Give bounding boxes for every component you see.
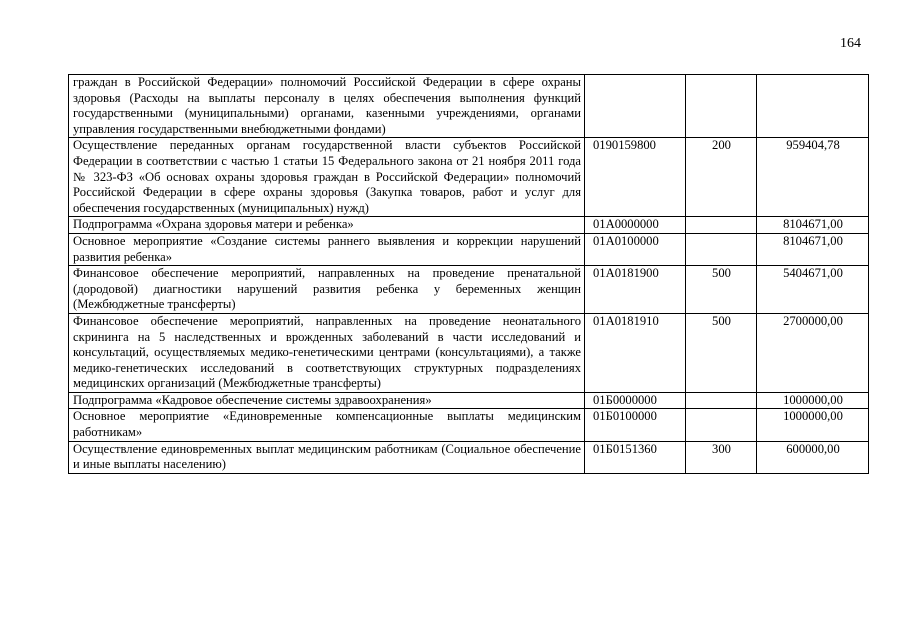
row-description: Финансовое обеспечение мероприятий, направленных на проведение неонатального скрининга на 5 наследственных и врожденных заболеваний в части исследований и консультаций, осуществляемых медико-генетическими центрами (консультациями), а также медико-генетических исследований в соответствующих структурных подразделениях медицинских организаций (Межбюджетные трансферты) [69, 313, 585, 392]
row-expense-type [686, 409, 757, 441]
row-expense-type: 500 [686, 313, 757, 392]
row-expense-type [686, 392, 757, 409]
row-description: Основное мероприятие «Создание системы раннего выявления и коррекции нарушений развития ребенка» [69, 233, 585, 265]
row-expense-type: 500 [686, 266, 757, 314]
row-expense-type [686, 75, 757, 138]
budget-table [68, 74, 869, 474]
table-row [69, 138, 869, 217]
table-row [69, 266, 869, 314]
row-expense-type [686, 233, 757, 265]
table-row [69, 233, 869, 265]
row-amount: 5404671,00 [757, 266, 869, 314]
row-amount: 600000,00 [757, 441, 869, 473]
row-expense-type: 300 [686, 441, 757, 473]
row-description: граждан в Российской Федерации» полномочий Российской Федерации в сфере охраны здоровья (Расходы на выплаты персоналу в целях обеспечения выполнения функций государственными (муниципальными) органами, казенными учреждениями, органами управления государственными внебюджетными фондами) [69, 75, 585, 138]
row-amount: 1000000,00 [757, 409, 869, 441]
row-amount: 2700000,00 [757, 313, 869, 392]
row-target-code: 01Б0151360 [585, 441, 686, 473]
row-amount: 1000000,00 [757, 392, 869, 409]
row-amount: 959404,78 [757, 138, 869, 217]
table-row [69, 75, 869, 138]
row-target-code [585, 75, 686, 138]
row-target-code: 01Б0000000 [585, 392, 686, 409]
table-row [69, 441, 869, 473]
row-target-code: 01А0000000 [585, 217, 686, 234]
row-target-code: 01Б0100000 [585, 409, 686, 441]
row-amount: 8104671,00 [757, 233, 869, 265]
row-target-code: 0190159800 [585, 138, 686, 217]
row-amount [757, 75, 869, 138]
table-row [69, 392, 869, 409]
row-description: Подпрограмма «Кадровое обеспечение системы здравоохранения» [69, 392, 585, 409]
row-amount: 8104671,00 [757, 217, 869, 234]
row-description: Основное мероприятие «Единовременные компенсационные выплаты медицинским работникам» [69, 409, 585, 441]
row-description: Осуществление единовременных выплат медицинским работникам (Социальное обеспечение и иные выплаты населению) [69, 441, 585, 473]
row-description: Финансовое обеспечение мероприятий, направленных на проведение пренатальной (дородовой) диагностики нарушений развития ребенка у беременных женщин (Межбюджетные трансферты) [69, 266, 585, 314]
table-row [69, 217, 869, 234]
row-expense-type [686, 217, 757, 234]
page-number: 164 [840, 36, 861, 51]
row-target-code: 01А0181910 [585, 313, 686, 392]
table-row [69, 313, 869, 392]
row-expense-type: 200 [686, 138, 757, 217]
row-target-code: 01А0100000 [585, 233, 686, 265]
table-row [69, 409, 869, 441]
row-description: Осуществление переданных органам государственной власти субъектов Российской Федерации в соответствии с частью 1 статьи 15 Федерального закона от 21 ноября 2011 года № 323-ФЗ «Об основах охраны здоровья граждан в Российской Федерации» полномочий Российской Федерации в сфере охраны здоровья (Закупка товаров, работ и услуг для обеспечения государственных (муниципальных) нужд) [69, 138, 585, 217]
row-description: Подпрограмма «Охрана здоровья матери и ребенка» [69, 217, 585, 234]
row-target-code: 01А0181900 [585, 266, 686, 314]
